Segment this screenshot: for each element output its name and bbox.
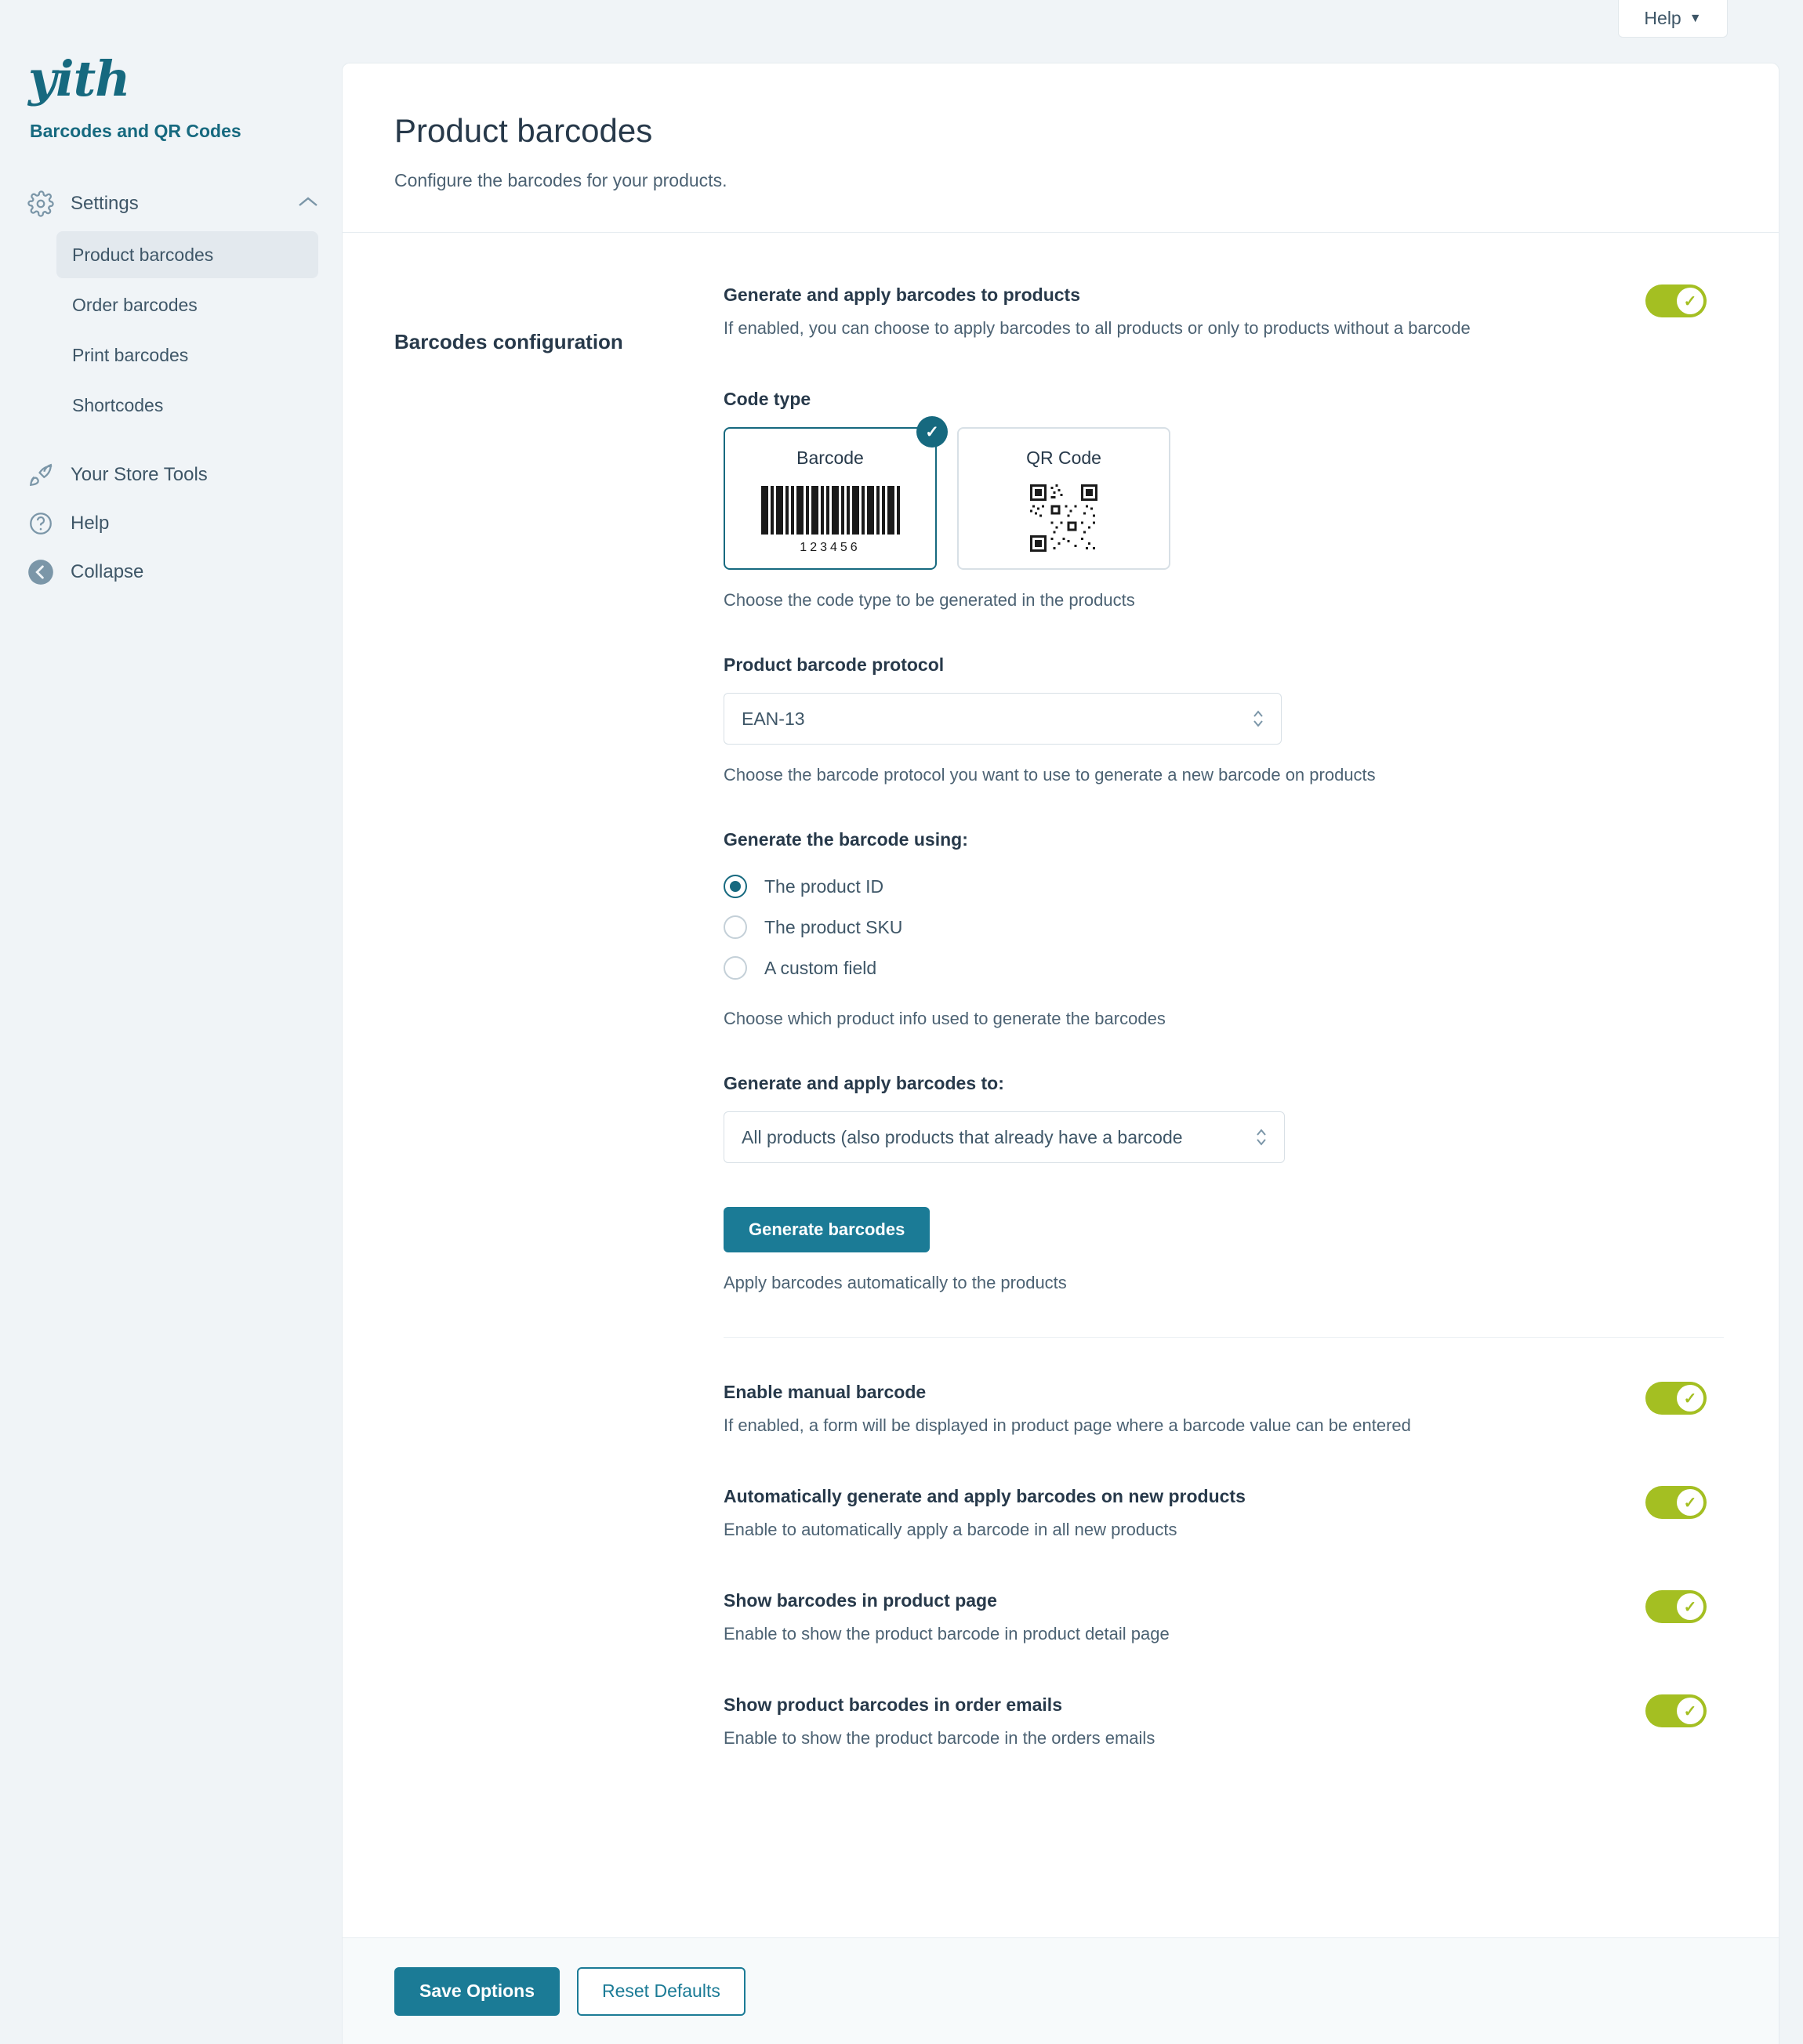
radio-icon-product-id (724, 875, 747, 898)
sidebar-nav (0, 179, 342, 596)
field-protocol-label: Product barcode protocol (724, 654, 945, 675)
radio-option-product-sku[interactable] (724, 907, 1724, 948)
field-manual-barcode-desc: If enabled, a form will be displayed in product page where a barcode value can be entered (724, 1415, 1411, 1435)
field-generate-button (724, 1207, 1724, 1293)
toggle-knob-check-icon: ✓ (1677, 1698, 1703, 1724)
field-generate-apply-desc: If enabled, you can choose to apply barcodes to all products or only to products without a barcode (724, 318, 1471, 338)
rocket-icon (24, 458, 58, 492)
help-dropdown-button[interactable] (1618, 0, 1728, 38)
generate-barcodes-button[interactable]: Generate barcodes (724, 1207, 930, 1252)
page-header (343, 63, 1779, 233)
toggle-knob-check-icon: ✓ (1677, 1385, 1703, 1412)
field-manual-barcode-label: Enable manual barcode (724, 1382, 927, 1402)
toggle-knob-check-icon: ✓ (1677, 1489, 1703, 1516)
field-show-order-emails-desc: Enable to show the product barcode in the orders emails (724, 1728, 1155, 1748)
field-auto-new-products-desc: Enable to automatically apply a barcode in all new products (724, 1520, 1177, 1539)
field-auto-new-products (724, 1486, 1724, 1546)
sidebar-item-print-barcodes[interactable] (56, 332, 318, 379)
field-apply-to-label: Generate and apply barcodes to: (724, 1073, 1004, 1093)
field-show-product-page-desc: Enable to show the product barcode in product detail page (724, 1624, 1170, 1644)
settings-fields (724, 284, 1779, 1755)
plugin-name: Barcodes and QR Codes (30, 121, 241, 141)
question-icon (24, 506, 58, 541)
generate-barcodes-hint: Apply barcodes automatically to the products (724, 1273, 1067, 1292)
toggle-knob-check-icon: ✓ (1677, 288, 1703, 314)
field-apply-to (724, 1073, 1724, 1163)
sidebar-item-shortcodes-label: Shortcodes (72, 394, 164, 415)
code-type-options (724, 422, 1724, 570)
code-type-option-qrcode[interactable] (957, 427, 1170, 570)
barcode-preview-number: 123456 (800, 541, 861, 554)
field-generate-using-label: Generate the barcode using: (724, 829, 968, 850)
settings-body (343, 233, 1779, 1755)
code-type-option-barcode[interactable] (724, 422, 939, 570)
field-generate-apply-label: Generate and apply barcodes to products (724, 284, 1080, 305)
divider (724, 1337, 1724, 1338)
radio-label-product-sku: The product SKU (764, 916, 903, 937)
chevron-down-icon: ▼ (1689, 11, 1702, 25)
select-chevrons-icon (1250, 705, 1266, 732)
sidebar-item-product-barcodes-label: Product barcodes (72, 244, 214, 265)
sidebar-item-print-barcodes-label: Print barcodes (72, 344, 189, 365)
footer-actions (342, 1937, 1779, 2044)
sidebar-item-product-barcodes[interactable] (56, 231, 318, 278)
yith-logo: yith (28, 50, 130, 107)
code-type-option-barcode-label: Barcode (796, 448, 864, 468)
toggle-auto-new-products[interactable] (1645, 1486, 1707, 1519)
field-show-product-page (724, 1590, 1724, 1651)
toggle-manual-barcode[interactable] (1645, 1382, 1707, 1415)
help-dropdown-label: Help (1644, 8, 1681, 28)
sidebar-item-order-barcodes[interactable] (56, 281, 318, 328)
sidebar-item-your-store-tools[interactable] (0, 451, 342, 499)
apply-to-select-value: All products (also products that already have a barcode (724, 1111, 1285, 1163)
sidebar-item-help-label: Help (71, 513, 110, 534)
check-icon: ✓ (916, 416, 948, 448)
radio-icon-custom-field (724, 956, 747, 980)
code-type-option-qrcode-label: QR Code (1026, 448, 1101, 468)
chevron-up-icon (298, 195, 318, 213)
toggle-generate-apply[interactable] (1645, 284, 1707, 317)
toggle-show-order-emails[interactable] (1645, 1694, 1707, 1727)
page-title: Product barcodes (394, 112, 653, 149)
field-generate-apply (724, 284, 1724, 345)
apply-to-select[interactable] (724, 1111, 1285, 1163)
main-panel (342, 63, 1779, 2044)
field-code-type-label: Code type (724, 389, 811, 409)
field-show-product-page-label: Show barcodes in product page (724, 1590, 997, 1611)
field-protocol (724, 654, 1724, 785)
sidebar (0, 0, 342, 2044)
protocol-select-value: EAN-13 (724, 693, 1282, 745)
save-options-button[interactable]: Save Options (394, 1967, 560, 2016)
barcode-preview-image (761, 486, 900, 535)
radio-option-product-id[interactable] (724, 866, 1724, 907)
toggle-show-product-page[interactable] (1645, 1590, 1707, 1623)
field-show-order-emails (724, 1694, 1724, 1755)
field-code-type (724, 389, 1724, 611)
sidebar-item-help[interactable] (0, 499, 342, 548)
reset-defaults-button[interactable]: Reset Defaults (577, 1967, 746, 2016)
radio-label-custom-field: A custom field (764, 957, 877, 978)
protocol-select[interactable] (724, 693, 1282, 745)
page-subtitle: Configure the barcodes for your products. (394, 170, 727, 190)
sidebar-item-collapse-label: Collapse (71, 561, 144, 582)
field-manual-barcode (724, 1382, 1724, 1442)
sidebar-item-collapse[interactable] (0, 548, 342, 596)
collapse-arrow-icon (24, 555, 58, 589)
qrcode-preview-image (1030, 484, 1097, 556)
radio-option-custom-field[interactable] (724, 948, 1724, 988)
toggle-knob-check-icon: ✓ (1677, 1593, 1703, 1620)
sidebar-item-order-barcodes-label: Order barcodes (72, 294, 198, 315)
select-chevrons-icon (1253, 1124, 1269, 1151)
field-code-type-hint: Choose the code type to be generated in the products (724, 590, 1135, 610)
radio-label-product-id: The product ID (764, 875, 884, 897)
sidebar-item-shortcodes[interactable] (56, 382, 318, 429)
generate-using-options (724, 866, 1724, 988)
sidebar-item-your-store-tools-label: Your Store Tools (71, 464, 208, 485)
field-auto-new-products-label: Automatically generate and apply barcodes on new products (724, 1486, 1246, 1506)
gear-icon (24, 187, 58, 221)
sidebar-item-settings-label: Settings (71, 193, 139, 214)
field-show-order-emails-label: Show product barcodes in order emails (724, 1694, 1062, 1715)
field-generate-using-hint: Choose which product info used to generate the barcodes (724, 1009, 1166, 1028)
field-generate-using (724, 829, 1724, 1029)
field-protocol-hint: Choose the barcode protocol you want to use to generate a new barcode on products (724, 765, 1376, 785)
radio-icon-product-sku (724, 915, 747, 939)
sidebar-item-settings[interactable] (0, 179, 342, 228)
section-title: Barcodes configuration (394, 330, 623, 353)
